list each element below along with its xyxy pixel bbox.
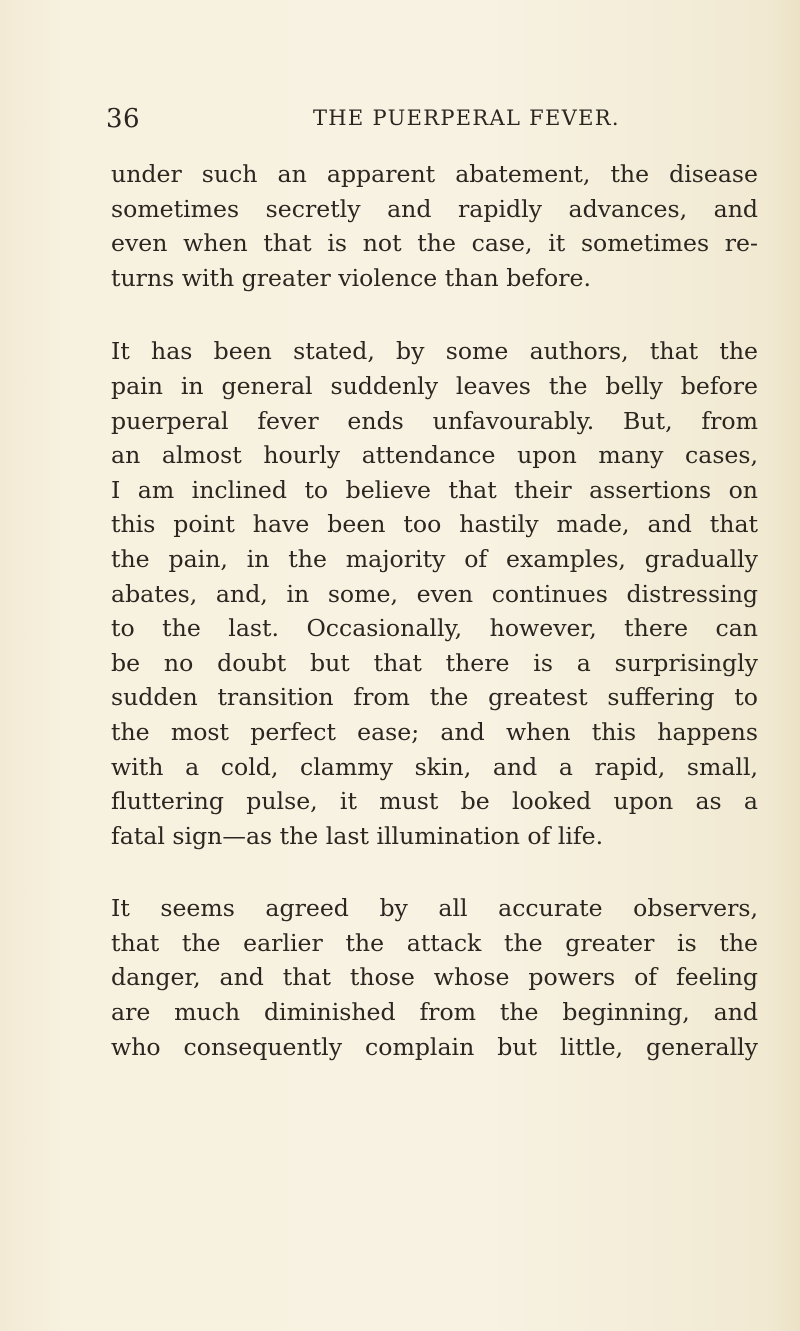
running-title: THE PUERPERAL FEVER. [313,106,620,130]
page-number: 36 [106,104,141,134]
text-line: who consequently complain but little, generally [111,1032,758,1061]
text-line: puerperal fever ends unfavourably. But, from [111,406,758,435]
text-line: turns with greater violence than before. [111,263,591,292]
text-line: fluttering pulse, it must be looked upon as a [111,787,758,816]
text-line: sometimes secretly and rapidly advances, and [111,194,758,223]
text-line: I am inclined to believe that their assertions on [111,475,758,504]
page-header [106,104,746,144]
text-line: the most perfect ease; and when this happens [111,717,758,746]
text-line: with a cold, clammy skin, and a rapid, small, [111,752,758,781]
text-line: pain in general suddenly leaves the belly before [111,371,758,400]
text-line: abates, and, in some, even continues distressing [111,579,758,608]
text-line: that the earlier the attack the greater is the [111,928,758,957]
text-line: sudden transition from the greatest suffering to [111,683,758,712]
text-line: the pain, in the majority of examples, gradually [111,544,758,573]
paragraph [111,157,758,295]
text-line: under such an apparent abatement, the disease [111,160,758,188]
body-text [111,157,758,1064]
text-line: even when that is not the case, it sometimes re- [111,229,758,258]
paragraph [111,334,758,853]
text-line: It seems agreed by all accurate observers, [111,894,758,923]
text-line: be no doubt but that there is a surprisingly [111,648,758,677]
text-line: It has been stated, by some authors, that the [111,337,758,366]
paragraph [111,891,758,1064]
text-line: fatal sign—as the last illumination of life. [111,821,604,850]
text-line: to the last. Occasionally, however, there can [111,614,758,643]
text-line: danger, and that those whose powers of feeling [111,963,758,992]
text-line: this point have been too hastily made, and that [111,510,758,539]
text-line: are much diminished from the beginning, and [111,998,758,1027]
text-line: an almost hourly attendance upon many cases, [111,441,758,470]
